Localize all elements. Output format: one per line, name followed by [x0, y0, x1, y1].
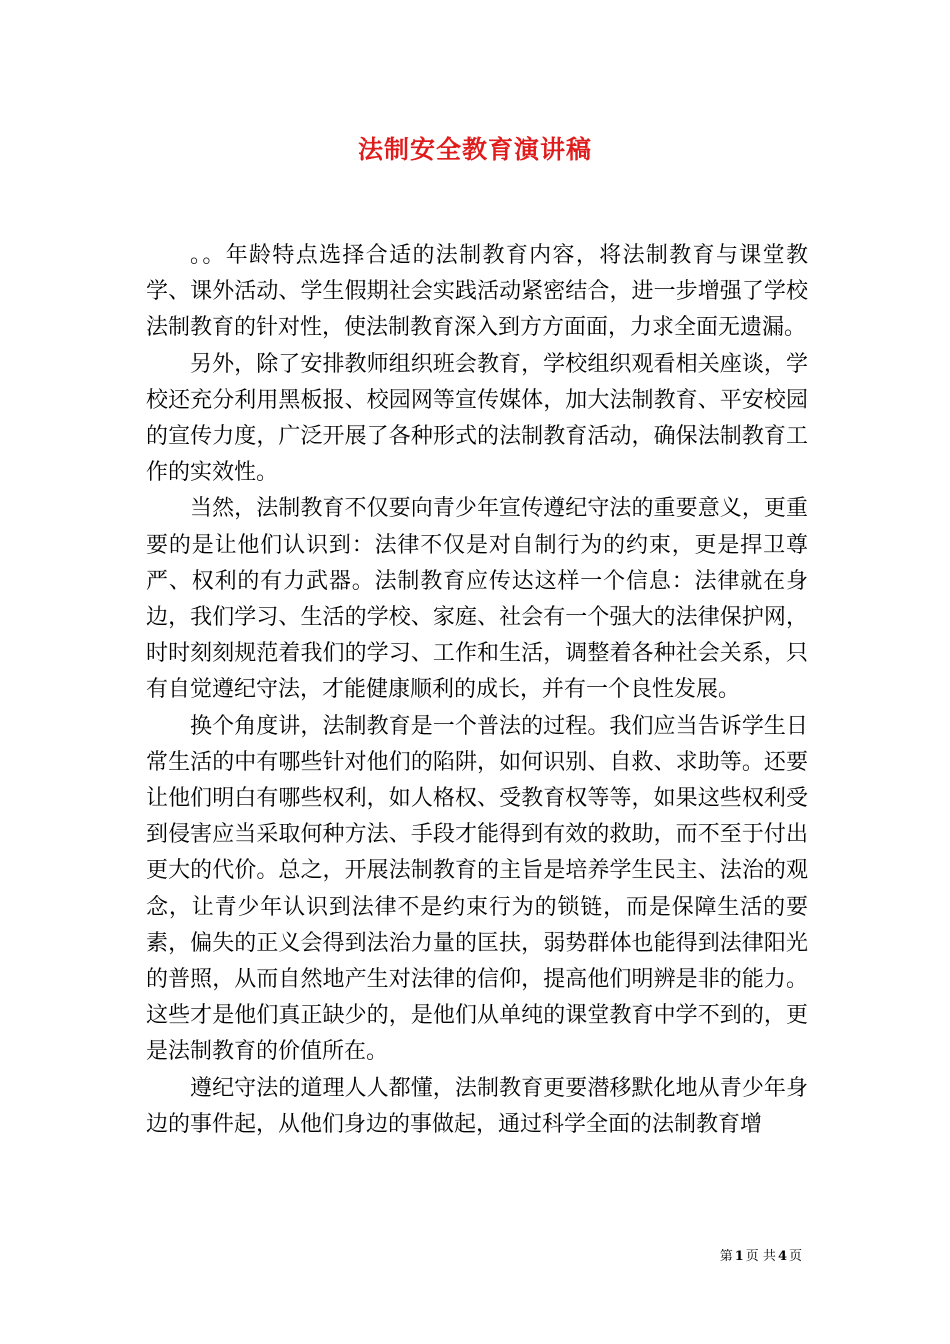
- footer-suffix: 页: [788, 1249, 802, 1264]
- paragraph-4: 换个角度讲，法制教育是一个普法的过程。我们应当告诉学生日常生活的中有哪些针对他们的陷阱，如何识别、自救、求助等。还要让他们明白有哪些权利，如人格权、受教育权等等，如果这些权利受到侵害应当采取何种方法、手段才能得到有效的救助，而不至于付出更大的代价。总之，开展法制教育的主旨是培养学生民主、法治的观念，让青少年认识到法律不是约束行为的锁链，而是保障生活的要素，偏失的正义会得到法治力量的匡扶，弱势群体也能得到法律阳光的普照，从而自然地产生对法律的信仰，提高他们明辨是非的能力。这些才是他们真正缺少的，是他们从单纯的课堂教育中学不到的，更是法制教育的价值所在。: [146, 713, 808, 1065]
- footer-prefix: 第: [719, 1249, 733, 1264]
- document-title: 法制安全教育演讲稿: [357, 135, 592, 164]
- paragraph-1: 。。年龄特点选择合适的法制教育内容，将法制教育与课堂教学、课外活动、学生假期社会实践活动紧密结合，进一步增强了学校法制教育的针对性，使法制教育深入到方方面面，力求全面无遗漏。: [146, 243, 808, 341]
- paragraph-3: 当然，法制教育不仅要向青少年宣传遵纪守法的重要意义，更重要的是让他们认识到：法律不仅是对自制行为的约束，更是捍卫尊严、权利的有力武器。法制教育应传达这样一个信息：法律就在身边，我们学习、生活的学校、家庭、社会有一个强大的法律保护网，时时刻刻规范着我们的学习、工作和生活，调整着各种社会关系，只有自觉遵纪守法，才能健康顺利的成长，并有一个良性发展。: [146, 496, 808, 703]
- paragraph-5: 遵纪守法的道理人人都懂，法制教育更要潜移默化地从青少年身边的事件起，从他们身边的事做起，通过科学全面的法制教育增: [146, 1075, 808, 1137]
- paragraph-2: 另外，除了安排教师组织班会教育，学校组织观看相关座谈，学校还充分利用黑板报、校园网等宣传媒体，加大法制教育、平安校园的宣传力度，广泛开展了各种形式的法制教育活动，确保法制教育工作的实效性。: [146, 351, 808, 486]
- total-page-number: 4: [777, 1249, 787, 1264]
- footer-middle: 页 共: [745, 1249, 776, 1264]
- page-number-footer: [720, 1248, 802, 1266]
- current-page-number: 1: [734, 1249, 744, 1264]
- document-body: [146, 238, 808, 1143]
